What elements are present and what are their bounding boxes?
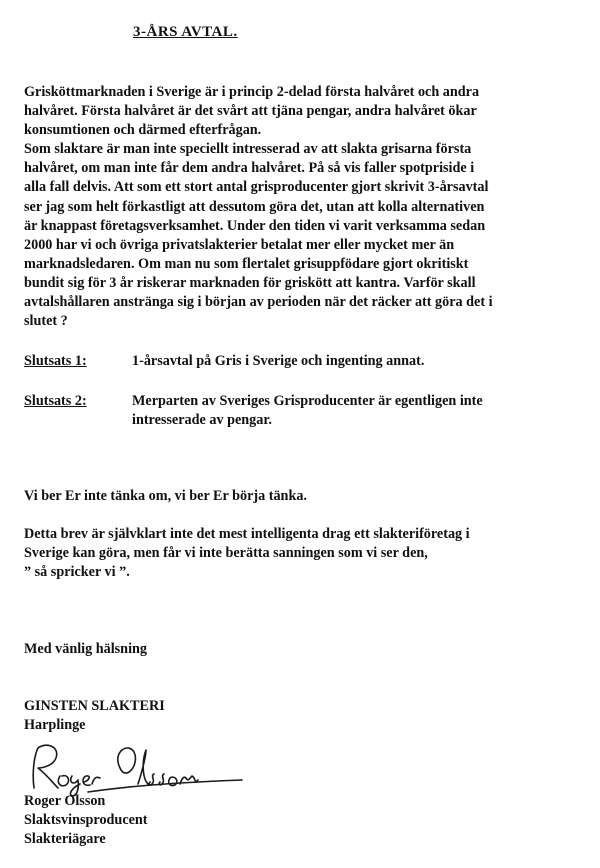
regards-line: Med vänlig hälsning [24,641,147,657]
conclusion-label: Slutsats 2: [24,393,87,409]
paragraph-line: är knappast företagsverksamhet. Under den tiden vi varit verksamma sedan [24,217,486,234]
paragraph-line: Som slaktare är man inte speciellt intresserad av att slakta grisarna första [24,141,472,158]
conclusion-text [132,352,572,371]
paragraph-line: 2000 har vi och övriga privatslakterier betalat mer eller mycket mer än [24,236,455,253]
signer-name: Roger Olsson [24,793,106,809]
company-location: Harplinge [24,717,86,733]
paragraph-line: Grisköttmarknaden i Sverige är i princip 2-delad första halvåret och andra [24,84,480,100]
letter-line: Sverige kan göra, men får vi inte berätta sanningen som vi ser den, [24,545,428,561]
handwritten-signature [28,738,248,798]
conclusion-line: 1-årsavtal på Gris i Sverige och ingenting annat. [132,353,425,369]
paragraph-line: bundit sig för 3 år riskerar marknaden för griskött att kantra. Varför skall [24,274,476,291]
paragraph-line: marknadsledaren. Om man nu som flertalet grisuppfödare gjort okritiskt [24,255,469,272]
conclusion-text [132,392,572,430]
paragraph-line: konsumtionen och därmed efterfrågan. [24,122,262,139]
document-title: 3-ÅRS AVTAL. [133,24,238,40]
letter-statement [24,525,470,582]
conclusion-line: Merparten av Sveriges Grisproducenter är egentligen inte [132,393,483,409]
main-paragraph [24,83,590,331]
paragraph-line: halvåret. Första halvåret är det svårt att tjäna pengar, andra halvåret ökar [24,103,477,120]
signer-block [24,792,148,849]
company-name: GINSTEN SLAKTERI [24,698,165,714]
letter-line: Detta brev är självklart inte det mest intelligenta drag ett slakteriföretag i [24,526,470,542]
conclusion-label: Slutsats 1: [24,353,87,369]
signer-role: Slakteriägare [24,831,106,847]
paragraph-line: slutet ? [24,313,68,330]
conclusion-line: intresserade av pengar. [132,412,272,428]
thinking-statement: Vi ber Er inte tänka om, vi ber Er börja tänka. [24,488,307,504]
paragraph-line: alla fall delvis. Att som ett stort antal grisproducenter gjort skrivit 3-årsavtal [24,179,489,196]
paragraph-line: avtalshållaren anstränga sig i början av perioden när det räcker att göra det i [24,294,493,311]
company-block [24,697,165,735]
paragraph-line: halvåret, om man inte får dem andra halvåret. På så vis faller spotpriside i [24,160,475,177]
paragraph-line: ser jag som helt förkastligt att dessutom göra det, utan att kolla alternativen [24,198,485,215]
signer-role: Slaktsvinsproducent [24,812,148,828]
letter-line: ” så spricker vi ”. [24,564,130,580]
